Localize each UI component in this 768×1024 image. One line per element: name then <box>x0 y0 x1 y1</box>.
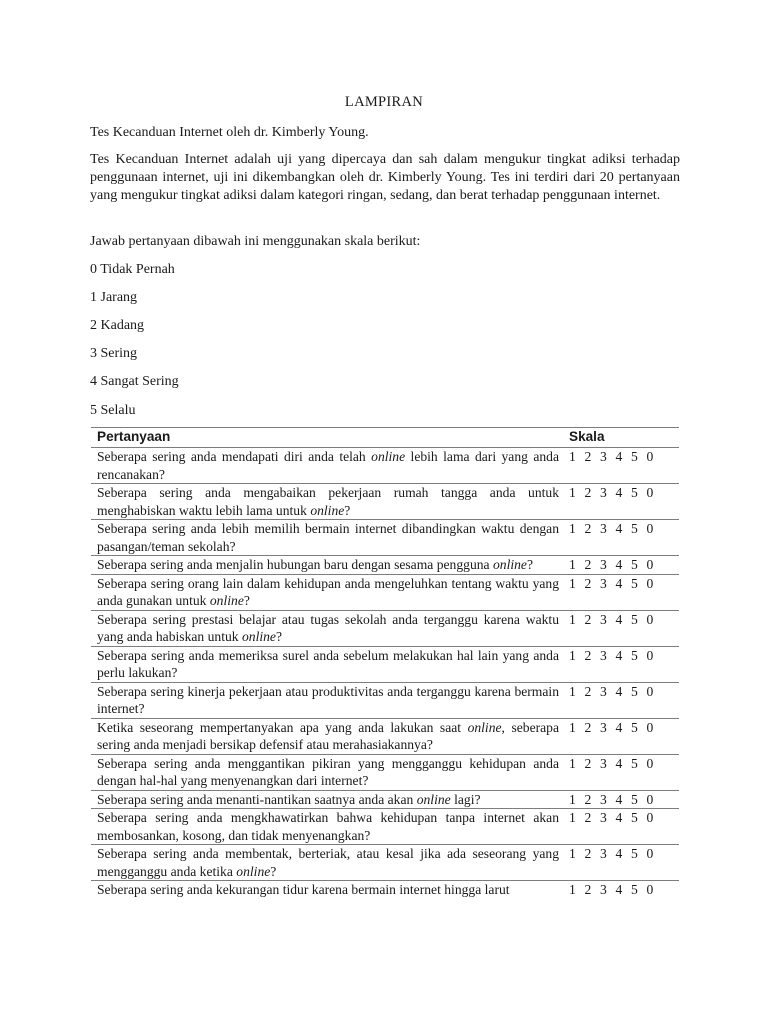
question-segment: Seberapa sering anda menanti-nantikan saatnya anda akan <box>97 791 417 807</box>
scale-options <box>563 718 679 754</box>
scale-option[interactable]: 3 <box>600 846 607 861</box>
scale-option[interactable]: 4 <box>615 611 623 627</box>
question-segment: Seberapa sering anda mendapati diri anda telah <box>97 449 372 464</box>
scale-option[interactable]: 4 <box>615 755 623 771</box>
question-emphasis: online <box>209 593 244 608</box>
intro-line: Tes Kecanduan Internet oleh dr. Kimberly Young. <box>90 125 369 140</box>
scale-option[interactable]: 0 <box>646 575 654 591</box>
scale-option[interactable]: 1 <box>569 882 576 897</box>
scale-option[interactable]: 0 <box>646 755 654 771</box>
scale-item: 3 Sering <box>90 346 138 361</box>
scale-option[interactable]: 3 <box>600 521 607 536</box>
scale-option[interactable]: 1 <box>569 485 576 500</box>
question-text <box>91 520 563 556</box>
scale-option[interactable]: 5 <box>631 557 638 572</box>
scale-option[interactable]: 1 <box>569 449 576 464</box>
question-segment: , seberapa sering anda menjadi bersikap defensif atau merahasiakannya? <box>97 719 559 752</box>
scale-item: 0 Tidak Pernah <box>90 262 175 277</box>
scale-option[interactable]: 1 <box>569 647 576 663</box>
question-segment: Seberapa sering anda mengabaikan pekerjaan rumah tangga anda untuk menghabiskan waktu lebih lama untuk <box>97 485 559 518</box>
scale-option[interactable]: 5 <box>631 575 638 591</box>
table-body <box>91 448 679 899</box>
scale-option[interactable]: 0 <box>646 557 654 572</box>
table-row <box>91 682 679 718</box>
scale-option[interactable]: 4 <box>615 683 623 699</box>
scale-option[interactable]: 1 <box>569 521 576 536</box>
question-text <box>91 574 563 610</box>
question-emphasis: online <box>310 502 345 518</box>
scale-option[interactable]: 0 <box>646 521 654 536</box>
question-text <box>91 881 563 899</box>
scale-option[interactable]: 4 <box>615 647 623 663</box>
scale-option[interactable]: 0 <box>646 791 654 807</box>
question-segment: ? <box>275 629 282 644</box>
question-segment: Seberapa sering orang lain dalam kehidupan anda mengeluhkan tentang waktu yang anda gunakan untuk <box>97 575 559 608</box>
question-text <box>91 610 563 646</box>
scale-option[interactable]: 5 <box>631 810 638 825</box>
question-segment: Seberapa sering anda lebih memilih bermain internet dibandingkan waktu dengan pasangan/teman sekolah? <box>97 521 559 554</box>
scale-option[interactable]: 3 <box>600 647 607 663</box>
scale-option[interactable]: 4 <box>615 575 623 591</box>
scale-option[interactable]: 2 <box>584 575 592 591</box>
question-emphasis: online <box>467 719 502 735</box>
question-emphasis: online <box>492 557 527 572</box>
questionnaire-table <box>91 427 679 899</box>
question-segment: Seberapa sering anda mengkhawatirkan bahwa kehidupan tanpa internet akan membosankan, kosong, dan tidak menyenangkan? <box>97 810 559 843</box>
scale-option[interactable]: 0 <box>646 846 654 861</box>
scale-option[interactable]: 5 <box>631 882 638 897</box>
scale-option[interactable]: 1 <box>569 611 576 627</box>
scale-option[interactable]: 5 <box>631 449 638 464</box>
question-emphasis: online <box>241 629 276 644</box>
question-segment: Seberapa sering anda menggantikan pikiran yang mengganggu kehidupan anda dengan hal-hal yang menyenangkan dari internet? <box>97 755 559 788</box>
instruction-text: Jawab pertanyaan dibawah ini menggunakan skala berikut: <box>90 234 421 249</box>
question-text <box>91 682 563 718</box>
table-row <box>91 556 679 575</box>
header-scale: Skala <box>563 428 679 448</box>
scale-options <box>563 809 679 845</box>
table-row <box>91 448 679 484</box>
scale-option[interactable]: 0 <box>646 810 654 825</box>
scale-option[interactable]: 3 <box>600 611 607 627</box>
question-segment: ? <box>243 593 250 608</box>
table-row <box>91 809 679 845</box>
scale-option[interactable]: 4 <box>615 485 623 500</box>
scale-option[interactable]: 2 <box>584 719 592 735</box>
scale-option[interactable]: 2 <box>584 882 592 897</box>
scale-option[interactable]: 1 <box>569 755 576 771</box>
scale-options <box>563 556 679 575</box>
scale-option[interactable]: 5 <box>631 683 638 699</box>
scale-option[interactable]: 4 <box>615 882 623 897</box>
scale-option[interactable]: 1 <box>569 557 576 572</box>
question-text <box>91 646 563 682</box>
scale-option[interactable]: 3 <box>600 755 607 771</box>
scale-option[interactable]: 2 <box>584 755 592 771</box>
question-emphasis: online <box>236 863 271 879</box>
scale-item: 4 Sangat Sering <box>90 374 179 389</box>
scale-option[interactable]: 2 <box>584 485 592 500</box>
intro-paragraph: Tes Kecanduan Internet adalah uji yang dipercaya dan sah dalam mengukur tingkat adiksi terhadap penggunaan internet, uji ini dikembangkan oleh dr. Kimberly Young. Tes ini terdiri dari 20 pertanyaan yang mengukur tingkat adiksi dalam kategori ringan, sedang, dan berat terhadap penggunaan internet. <box>90 152 680 203</box>
scale-option[interactable]: 2 <box>584 791 592 807</box>
scale-option[interactable]: 2 <box>584 810 592 825</box>
scale-option[interactable]: 3 <box>600 810 607 825</box>
question-segment: ? <box>344 502 351 518</box>
scale-option[interactable]: 1 <box>569 683 576 699</box>
scale-option[interactable]: 3 <box>600 791 607 807</box>
scale-option[interactable]: 1 <box>569 575 576 591</box>
scale-option[interactable]: 1 <box>569 791 576 807</box>
table-row <box>91 520 679 556</box>
question-text <box>91 790 563 809</box>
table-row <box>91 881 679 899</box>
scale-option[interactable]: 3 <box>600 449 607 464</box>
scale-option[interactable]: 5 <box>631 611 638 627</box>
scale-option[interactable]: 4 <box>615 791 623 807</box>
scale-option[interactable]: 5 <box>631 719 638 735</box>
scale-option[interactable]: 5 <box>631 647 638 663</box>
question-text <box>91 484 563 520</box>
scale-option[interactable]: 2 <box>584 611 592 627</box>
table-row <box>91 610 679 646</box>
question-segment: Ketika seseorang mempertanyakan apa yang anda lakukan saat <box>97 719 468 735</box>
question-text <box>91 556 563 575</box>
scale-options <box>563 520 679 556</box>
question-segment: Seberapa sering anda menjalin hubungan baru dengan sesama pengguna <box>97 557 493 572</box>
question-segment: Seberapa sering kinerja pekerjaan atau produktivitas anda terganggu karena bermain internet? <box>97 683 559 716</box>
scale-option[interactable]: 4 <box>615 719 623 735</box>
scale-options <box>563 682 679 718</box>
scale-option[interactable]: 2 <box>584 846 592 861</box>
scale-option[interactable]: 4 <box>615 557 623 572</box>
scale-option[interactable]: 2 <box>584 647 592 663</box>
scale-option[interactable]: 3 <box>600 575 607 591</box>
scale-option[interactable]: 0 <box>646 882 654 897</box>
scale-option[interactable]: 3 <box>600 882 607 897</box>
scale-option[interactable]: 5 <box>631 791 638 807</box>
scale-option[interactable]: 4 <box>615 810 623 825</box>
table-row <box>91 845 679 881</box>
scale-option[interactable]: 1 <box>569 846 576 861</box>
question-segment: lebih lama dari yang anda rencanakan? <box>97 449 560 482</box>
question-text <box>91 718 563 754</box>
scale-option[interactable]: 0 <box>646 647 654 663</box>
question-text <box>91 809 563 845</box>
scale-option[interactable]: 3 <box>600 557 607 572</box>
question-text <box>91 448 563 484</box>
scale-option[interactable]: 0 <box>646 611 654 627</box>
question-text <box>91 845 563 881</box>
scale-option[interactable]: 5 <box>631 521 638 536</box>
scale-option[interactable]: 1 <box>569 719 576 735</box>
table-row <box>91 484 679 520</box>
scale-option[interactable]: 0 <box>646 449 654 464</box>
question-segment: ? <box>526 557 534 572</box>
page-title: LAMPIRAN <box>344 94 424 110</box>
scale-option[interactable]: 4 <box>615 521 623 536</box>
scale-option[interactable]: 2 <box>584 449 592 464</box>
scale-options <box>563 610 679 646</box>
scale-option[interactable]: 5 <box>631 485 638 500</box>
scale-option[interactable]: 3 <box>600 485 607 500</box>
scale-option[interactable]: 0 <box>646 683 654 699</box>
scale-options <box>563 845 679 881</box>
scale-option[interactable]: 3 <box>600 719 607 735</box>
question-text <box>91 754 563 790</box>
table-row <box>91 646 679 682</box>
question-segment: Seberapa sering anda membentak, berteriak, atau kesal jika ada seseorang yang mengganggu anda ketika <box>97 846 559 879</box>
table-row <box>91 754 679 790</box>
question-emphasis: online <box>416 791 451 807</box>
scale-option[interactable]: 2 <box>584 521 592 536</box>
question-segment: Seberapa sering anda memeriksa surel anda sebelum melakukan hal lain yang anda perlu lakukan? <box>97 647 559 680</box>
table-header-row <box>91 428 679 448</box>
scale-item: 5 Selalu <box>90 403 136 418</box>
question-emphasis: online <box>371 449 406 464</box>
scale-item: 2 Kadang <box>90 318 145 333</box>
scale-options <box>563 790 679 809</box>
scale-options <box>563 646 679 682</box>
scale-options <box>563 754 679 790</box>
scale-options <box>563 448 679 484</box>
scale-option[interactable]: 0 <box>646 485 654 500</box>
question-segment: ? <box>270 863 277 879</box>
scale-option[interactable]: 4 <box>615 846 623 861</box>
scale-option[interactable]: 5 <box>631 846 638 861</box>
scale-option[interactable]: 0 <box>646 719 654 735</box>
table-row <box>91 790 679 809</box>
header-question: Pertanyaan <box>91 428 563 448</box>
scale-option[interactable]: 1 <box>569 810 576 825</box>
table-row <box>91 718 679 754</box>
scale-options <box>563 881 679 899</box>
scale-option[interactable]: 5 <box>631 755 638 771</box>
scale-option[interactable]: 2 <box>584 683 592 699</box>
scale-options <box>563 574 679 610</box>
scale-option[interactable]: 2 <box>584 557 592 572</box>
table-row <box>91 574 679 610</box>
question-segment: lagi? <box>450 791 481 807</box>
scale-option[interactable]: 3 <box>600 683 607 699</box>
question-segment: Seberapa sering prestasi belajar atau tugas sekolah anda terganggu karena waktu yang anda habiskan untuk <box>97 611 559 644</box>
scale-option[interactable]: 4 <box>615 449 623 464</box>
question-segment: Seberapa sering anda kekurangan tidur karena bermain internet hingga larut <box>97 882 510 897</box>
scale-item: 1 Jarang <box>90 290 138 305</box>
scale-options <box>563 484 679 520</box>
